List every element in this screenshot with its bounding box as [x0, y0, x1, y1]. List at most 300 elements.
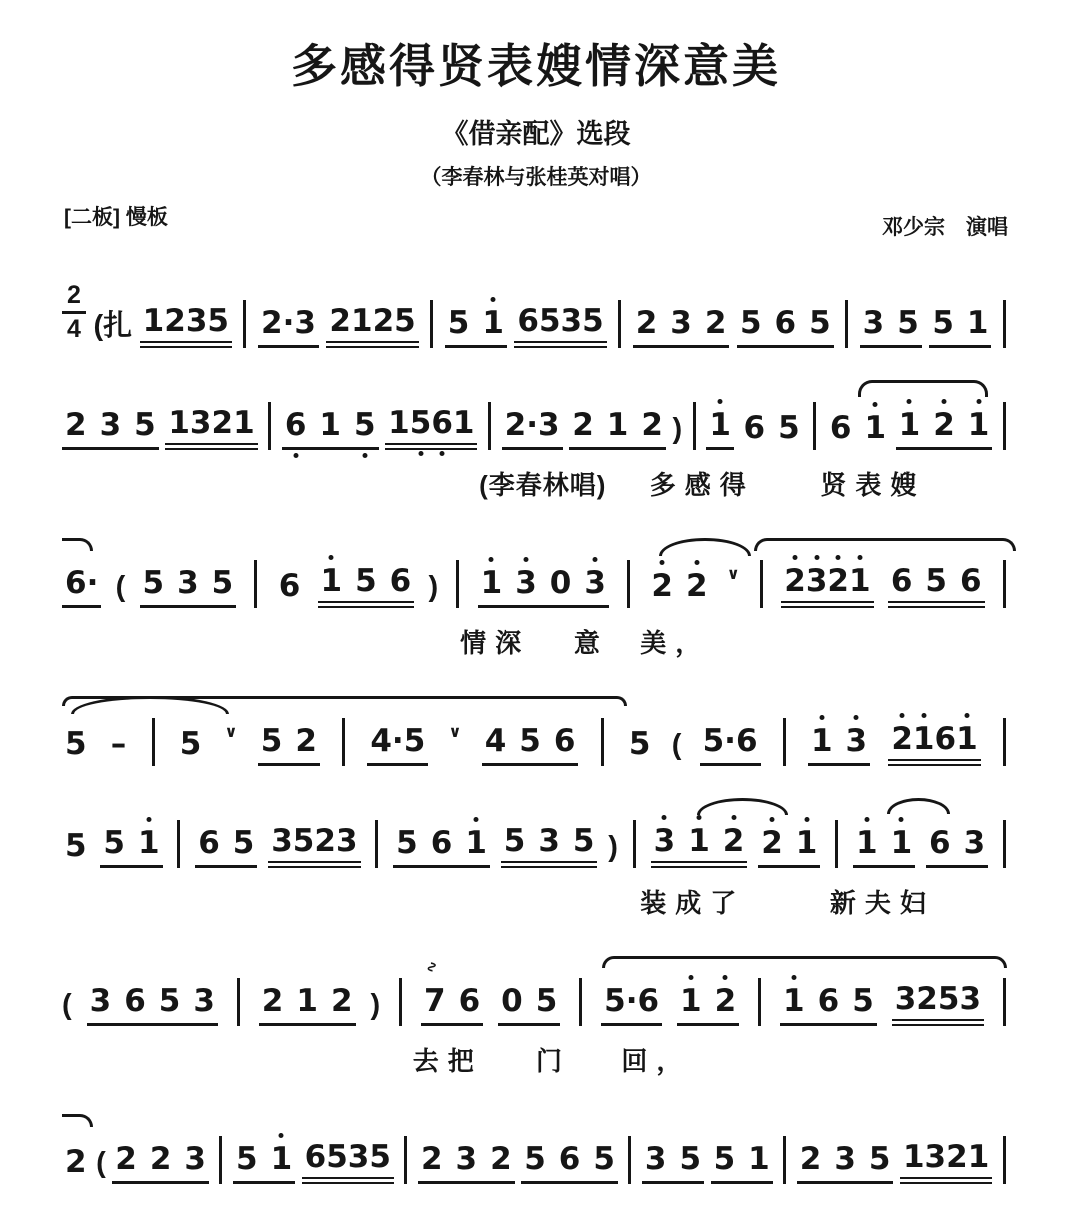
note-digit: 5: [134, 407, 156, 444]
note-digit: 2: [784, 565, 806, 598]
high-octave-dot: [329, 555, 334, 560]
note-group: [797, 1143, 894, 1184]
notation-text: ): [428, 571, 439, 603]
note-digit: 5: [326, 1139, 348, 1176]
lyric: 美，: [640, 628, 711, 658]
note-digit: 6: [735, 723, 758, 760]
high-octave-dot: [976, 399, 981, 404]
note-row: [62, 820, 1010, 868]
note-digit: 2: [891, 723, 913, 756]
barline: [219, 1136, 222, 1184]
note-digit: 1: [864, 412, 886, 445]
note-digit: ·: [526, 407, 539, 444]
note-digit: 2: [686, 570, 708, 603]
note-digit: 1: [319, 407, 341, 444]
barline: [399, 978, 402, 1026]
note-digit: 3: [834, 1141, 856, 1178]
note-group: [62, 1146, 90, 1184]
note-digit: 5: [524, 1141, 546, 1178]
note-group: [62, 728, 90, 766]
barline: [1003, 560, 1006, 608]
note-digit: 6: [774, 305, 797, 342]
note-group: [233, 1143, 295, 1184]
note-digit: 3: [189, 405, 212, 442]
note-group: [140, 305, 232, 348]
breath-mark: ∨: [224, 724, 238, 741]
note-digit: 1: [271, 1143, 293, 1176]
lyric: 装成了: [640, 888, 746, 918]
note-digit: 6: [553, 723, 576, 760]
note-digit: 5: [582, 303, 604, 340]
note-group: [626, 728, 654, 766]
note-digit: 6: [558, 1141, 581, 1178]
note-group: [478, 567, 609, 608]
note-group: [521, 1143, 618, 1184]
note-digit: 1: [351, 303, 373, 340]
note-digit: 3: [193, 983, 215, 1020]
note-digit: 5: [142, 565, 165, 602]
note-digit: 5: [702, 723, 725, 760]
high-octave-dot: [723, 975, 728, 980]
barline: [1003, 718, 1006, 766]
score-line: [62, 257, 1010, 348]
note-digit: 6: [517, 303, 539, 340]
note-digit: 1: [688, 825, 710, 858]
note-digit: 1: [966, 305, 989, 342]
note-group: [140, 567, 237, 608]
barline: [579, 978, 582, 1026]
note-digit: 5: [355, 563, 377, 600]
time-signature-top: 2: [67, 281, 81, 309]
note-digit: 0: [549, 565, 572, 602]
note-group: [781, 565, 873, 608]
note-digit: 5: [207, 303, 229, 340]
barline: [1003, 1136, 1006, 1184]
barline: [783, 718, 786, 766]
barline: [254, 560, 257, 608]
note-group: [318, 565, 415, 608]
slur-arc: [659, 538, 750, 556]
note-group: [780, 985, 877, 1026]
note-group: [421, 961, 483, 1026]
note-digit: 6: [430, 825, 453, 862]
note-digit: 5: [503, 823, 526, 860]
note-digit: 2: [420, 1141, 443, 1178]
note-group: [758, 827, 820, 868]
barline: [1003, 402, 1006, 450]
note-digit: 5: [158, 983, 181, 1020]
note-digit: 2: [723, 825, 745, 858]
note-group: [393, 827, 490, 868]
high-octave-dot: [791, 975, 796, 980]
note-digit: 6: [198, 825, 220, 862]
note-group: [514, 305, 606, 348]
note-group: [651, 825, 748, 868]
note-group: [888, 565, 985, 608]
slur-line: [602, 956, 1006, 968]
note-digit: 1: [321, 565, 343, 598]
barline: [488, 402, 491, 450]
note-digit: 3: [894, 981, 917, 1018]
notation-text: ): [672, 413, 683, 445]
barline: [268, 402, 271, 450]
note-digit: 3: [806, 565, 828, 598]
breath-mark: ∨: [726, 566, 740, 583]
note-digit: 3: [560, 303, 583, 340]
note-digit: 4: [484, 723, 507, 760]
note-digit: 1: [142, 303, 165, 340]
duet-note: （李春林与张桂英对唱）: [420, 166, 652, 189]
note-digit: 1: [902, 1139, 925, 1176]
barline: [628, 1136, 631, 1184]
note-group: [87, 985, 218, 1026]
note-digit: 2: [65, 407, 87, 444]
note-digit: 3: [959, 981, 982, 1018]
note-digit: 6: [817, 983, 840, 1020]
note-group: [62, 409, 159, 450]
lyric: 贤表嫂: [820, 470, 926, 500]
barline: [783, 1136, 786, 1184]
note-digit: 5: [65, 726, 87, 763]
note-digit: 2: [330, 983, 353, 1020]
note-digit: 5: [211, 565, 234, 602]
note-digit: 5: [403, 723, 426, 760]
note-digit: 3: [294, 305, 316, 342]
breath-mark: ∨: [448, 724, 462, 741]
high-octave-dot: [942, 399, 947, 404]
note-digit: 1: [452, 405, 475, 442]
lyric: 新夫妇: [829, 888, 935, 918]
note-digit: 1: [465, 827, 487, 860]
note-row: [62, 718, 1010, 766]
lyric: 门: [536, 1046, 572, 1076]
note-digit: 2: [761, 827, 783, 860]
note-digit: 6: [431, 407, 453, 440]
note-digit: 1: [606, 407, 629, 444]
lyric: 回，: [621, 1046, 692, 1076]
note-digit: 6: [124, 983, 146, 1020]
note-digit: 5: [292, 823, 315, 860]
score: [62, 257, 1010, 1184]
note-digit: 2: [715, 985, 737, 1018]
note-digit: 5: [809, 305, 831, 342]
note-group: [302, 1141, 394, 1184]
note-digit: 6: [458, 983, 481, 1020]
notation-text: (: [62, 989, 72, 1021]
note-group: [642, 1143, 704, 1184]
high-octave-dot: [864, 817, 869, 822]
high-octave-dot: [474, 817, 479, 822]
note-digit: 1: [811, 725, 833, 758]
note-group: [648, 570, 710, 608]
note-digit: 5: [604, 983, 626, 1020]
barline: [633, 820, 636, 868]
note-digit: 0: [501, 983, 523, 1020]
note-digit: 3: [538, 823, 560, 860]
note-group: [569, 409, 666, 450]
notation-text: (: [96, 1147, 106, 1179]
lyric: 意: [573, 628, 609, 658]
note-digit: 1: [849, 565, 871, 598]
note-group: [367, 725, 428, 766]
notation-text: ): [370, 989, 381, 1021]
high-octave-dot: [660, 560, 665, 565]
note-digit: 1: [891, 827, 913, 860]
barline: [760, 560, 763, 608]
note-digit: 5: [65, 828, 87, 865]
note-digit: 6: [278, 568, 301, 605]
score-line: [62, 952, 1010, 1082]
note-digit: 6: [65, 565, 87, 602]
note-digit: 2: [211, 405, 234, 442]
barline: [243, 300, 246, 348]
note-group: [165, 407, 257, 450]
note-digit: 1: [956, 723, 978, 756]
high-octave-dot: [731, 815, 736, 820]
note-digit: ·: [625, 983, 638, 1020]
note-digit: 5: [535, 983, 558, 1020]
score-line: [62, 692, 1010, 766]
note-digit: 6: [637, 983, 660, 1020]
note-digit: 6: [890, 563, 913, 600]
note-digit: 4: [370, 723, 392, 760]
note-group: [100, 827, 162, 868]
note-row: [62, 560, 1010, 608]
high-octave-dot: [873, 402, 878, 407]
note-group: [482, 725, 579, 766]
note-digit: 5: [713, 1141, 736, 1178]
note-digit: 2: [65, 1144, 87, 1181]
high-octave-dot: [696, 815, 701, 820]
note-digit: 3: [584, 567, 606, 600]
high-octave-dot: [854, 715, 859, 720]
barline: [845, 300, 848, 348]
high-octave-dot: [907, 399, 912, 404]
note-digit: 5: [932, 305, 954, 342]
note-digit: ·: [724, 723, 736, 760]
note-digit: 5: [739, 305, 762, 342]
note-digit: 1: [680, 985, 702, 1018]
note-digit: 1: [913, 723, 935, 756]
singer-role-tag: (李春林唱): [479, 470, 607, 500]
note-group: [258, 725, 320, 766]
note-digit: ·: [86, 565, 99, 602]
note-digit: 6: [928, 825, 951, 862]
note-digit: ·: [282, 305, 295, 342]
barline: [404, 1136, 407, 1184]
low-octave-dot: [418, 451, 423, 456]
high-octave-dot: [814, 555, 819, 560]
note-digit: 2: [490, 1141, 512, 1178]
high-octave-dot: [279, 1133, 284, 1138]
note-digit: 2: [572, 407, 594, 444]
note-group: [282, 409, 379, 450]
note-digit: 2: [329, 303, 351, 340]
high-octave-dot: [146, 817, 151, 822]
note-digit: 3: [963, 825, 986, 862]
note-row: [62, 1136, 1010, 1184]
note-digit: 3: [347, 1139, 370, 1176]
note-digit: 6: [829, 410, 852, 447]
high-octave-dot: [899, 817, 904, 822]
barline: [342, 718, 345, 766]
note-digit: 5: [410, 407, 432, 440]
high-octave-dot: [836, 555, 841, 560]
note-digit: 2: [164, 303, 186, 340]
note-group: [62, 830, 90, 868]
high-octave-dot: [769, 817, 774, 822]
score-line: [62, 1110, 1010, 1184]
note-digit: 5: [538, 303, 561, 340]
note-digit: 5: [235, 1141, 258, 1178]
note-group: [860, 307, 922, 348]
note-group: [326, 305, 418, 348]
high-octave-dot: [694, 560, 699, 565]
note-digit: 1: [796, 827, 818, 860]
note-digit: 5: [852, 983, 874, 1020]
note-row: [62, 283, 1010, 348]
high-octave-dot: [819, 715, 824, 720]
note-digit: 3: [644, 1141, 667, 1178]
note-digit: 6: [743, 410, 766, 447]
barline: [618, 300, 621, 348]
barline: [237, 978, 240, 1026]
note-digit: 5: [447, 305, 470, 342]
high-octave-dot: [489, 557, 494, 562]
low-octave-dot: [293, 453, 298, 458]
note-digit: 3: [177, 565, 199, 602]
time-signature-bar: [62, 311, 86, 314]
note-group: [929, 307, 991, 348]
tie-end-fragment: [62, 538, 93, 551]
note-group: [258, 307, 319, 348]
slur-arc: [697, 798, 788, 815]
note-digit: 2: [827, 565, 849, 598]
performer-credit: 邓少宗 演唱: [882, 216, 1008, 239]
note-group: [108, 728, 130, 766]
note-group: [706, 409, 734, 450]
note-digit: 5: [572, 823, 595, 860]
note-group: [827, 412, 889, 450]
note-digit: 3: [654, 825, 676, 858]
note-digit: 3: [335, 823, 358, 860]
note-digit: 5: [396, 825, 418, 862]
note-digit: 2: [641, 407, 663, 444]
note-digit: 2: [260, 305, 283, 342]
high-octave-dot: [688, 975, 693, 980]
high-octave-dot: [804, 817, 809, 822]
note-group: [177, 728, 205, 766]
note-digit: 3: [99, 407, 122, 444]
barline: [601, 718, 604, 766]
note-digit: 2: [149, 1141, 172, 1178]
note-group: [700, 725, 761, 766]
score-line: [62, 534, 1010, 664]
note-digit: 6: [934, 721, 957, 758]
high-octave-dot: [921, 713, 926, 718]
note-digit: 2: [799, 1141, 822, 1178]
lyric: 多感得: [649, 470, 755, 500]
barline: [177, 820, 180, 868]
notation-text: ): [608, 831, 618, 863]
note-group: [926, 827, 988, 868]
note-digit: ·: [391, 723, 404, 760]
slur-line: [754, 538, 1016, 551]
grace-note-ornament: ∿: [423, 961, 442, 974]
note-digit: 2: [946, 1139, 968, 1176]
barline: [152, 718, 155, 766]
note-digit: 2: [933, 409, 955, 442]
note-digit: 1: [968, 409, 990, 442]
note-digit: 5: [232, 825, 255, 862]
note-digit: 3: [184, 1141, 206, 1178]
barline: [430, 300, 433, 348]
note-digit: 2: [916, 981, 938, 1018]
note-digit: 2: [372, 303, 395, 340]
note-row: [62, 402, 1010, 450]
note-digit: –: [110, 726, 127, 763]
note-group: [112, 1143, 209, 1184]
high-octave-dot: [900, 713, 905, 718]
barline: [813, 402, 816, 450]
note-digit: 1: [233, 405, 255, 442]
note-group: [62, 567, 101, 608]
lyric: 去把: [412, 1046, 483, 1076]
note-group: [896, 409, 993, 450]
note-digit: 1: [296, 983, 318, 1020]
tempo-marking: [二板] 慢板: [64, 206, 168, 229]
note-digit: 3: [515, 567, 537, 600]
barline: [375, 820, 378, 868]
note-digit: 6: [959, 563, 982, 600]
note-digit: 2: [261, 983, 284, 1020]
notation-text: (扎: [93, 310, 133, 342]
notation-text: (: [671, 729, 682, 761]
note-group: [888, 723, 980, 766]
high-octave-dot: [593, 557, 598, 562]
note-digit: 5: [593, 1141, 615, 1178]
note-group: [498, 985, 560, 1026]
note-group: [501, 825, 598, 868]
note-digit: 5: [519, 723, 541, 760]
time-signature-bottom: 4: [67, 315, 81, 343]
note-digit: 3: [862, 305, 885, 342]
note-digit: 5: [628, 726, 651, 763]
meta-row: [64, 201, 1008, 241]
high-octave-dot: [662, 815, 667, 820]
note-digit: 5: [369, 1139, 391, 1176]
note-digit: 2: [704, 305, 727, 342]
note-digit: 5: [179, 726, 202, 763]
note-digit: 7: [424, 983, 446, 1020]
note-digit: 5: [679, 1141, 702, 1178]
slur-line: [858, 380, 987, 397]
note-digit: 1: [899, 409, 921, 442]
note-digit: 1: [709, 409, 731, 442]
note-digit: 5: [103, 825, 125, 862]
note-group: [853, 827, 915, 868]
barline: [835, 820, 838, 868]
note-digit: 3: [455, 1141, 478, 1178]
note-digit: 1: [168, 405, 190, 442]
note-group: [418, 1143, 515, 1184]
note-digit: 3: [89, 983, 112, 1020]
note-digit: 3: [846, 725, 868, 758]
notation-text: (: [115, 571, 126, 603]
note-group: [601, 985, 662, 1026]
barline: [1003, 978, 1006, 1026]
note-digit: 5: [260, 723, 283, 760]
